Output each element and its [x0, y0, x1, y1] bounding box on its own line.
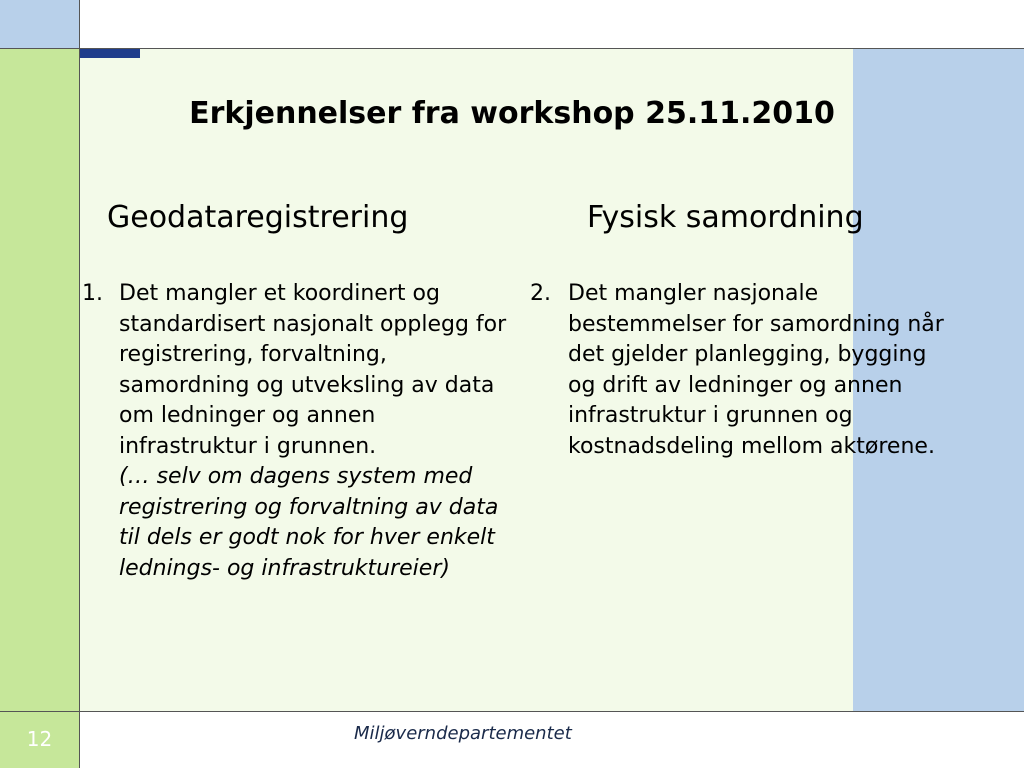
left-green-band: [0, 49, 79, 711]
item-number: 1.: [82, 281, 103, 306]
heading-geodataregistrering: Geodataregistrering: [107, 200, 409, 235]
top-divider: [0, 48, 1024, 49]
item-text: Det mangler nasjonale bestemmelser for samordning når det gjelder planlegging, bygging og drift av ledninger og annen infrastruktur i grunnen og kostnadsdeling mellom aktørene.: [568, 281, 944, 459]
item-number: 2.: [530, 281, 551, 306]
item-body: [119, 279, 519, 584]
item-body: [568, 279, 958, 462]
heading-fysisk-samordning: Fysisk samordning: [587, 200, 864, 235]
slide-title: Erkjennelser fra workshop 25.11.2010: [189, 96, 835, 131]
page-number: 12: [26, 727, 53, 751]
item-note: (… selv om dagens system med registrering og forvaltning av data til dels er godt nok for hver enkelt lednings- og infrastruktureier): [119, 464, 499, 581]
accent-bar: [80, 49, 140, 58]
footer-organization: Miljøverndepartementet: [354, 723, 572, 744]
bottom-divider: [0, 711, 1024, 712]
item-text: Det mangler et koordinert og standardisert nasjonalt opplegg for registrering, forvaltning, samordning og utveksling av data om ledninger og annen infrastruktur i grunnen.: [119, 281, 507, 459]
top-left-block: [0, 0, 79, 48]
